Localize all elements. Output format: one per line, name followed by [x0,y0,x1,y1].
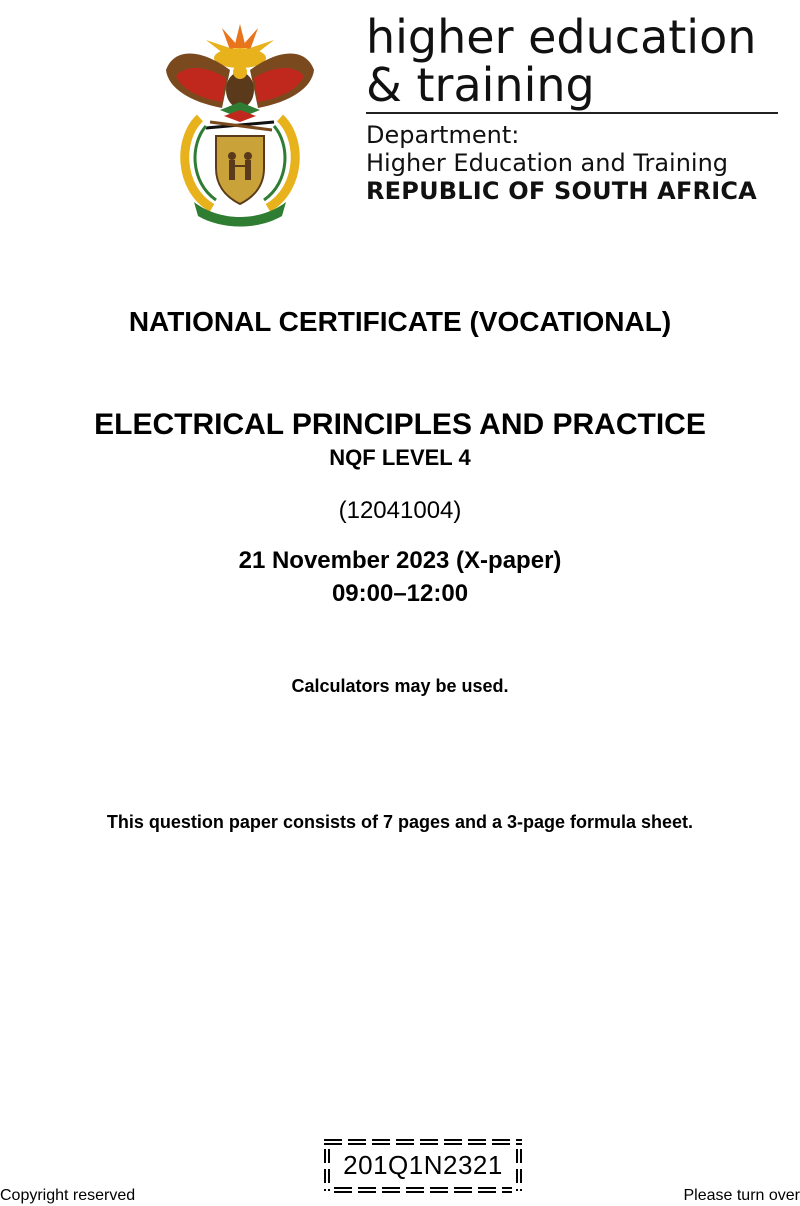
department-header [364,10,784,210]
subject-code: (12041004) [338,497,462,524]
qualification-title: NATIONAL CERTIFICATE (VOCATIONAL) [128,306,672,337]
brand-line-2: & training [366,58,595,112]
brand-line-1: higher education [366,10,757,64]
pages-note: This question paper consists of 7 pages and a 3-page formula sheet. [106,812,694,832]
coat-of-arms [160,18,320,228]
paper-code: 201Q1N2321 [343,1150,503,1180]
turn-over-notice: Please turn over [683,1187,800,1204]
subject-title: ELECTRICAL PRINCIPLES AND PRACTICE [94,408,706,441]
exam-time: 09:00–12:00 [331,580,469,607]
department-label: Department: [366,121,520,149]
brand-divider [366,112,778,114]
calculators-note: Calculators may be used. [291,676,509,696]
country-name: REPUBLIC OF SOUTH AFRICA [366,177,757,205]
exam-date: 21 November 2023 (X-paper) [238,547,562,574]
coat-of-arms-icon [160,18,320,228]
copyright-notice: Copyright reserved [0,1187,136,1204]
department-name: Higher Education and Training [366,149,729,177]
nqf-level: NQF LEVEL 4 [329,445,471,470]
shield-icon [216,136,264,204]
